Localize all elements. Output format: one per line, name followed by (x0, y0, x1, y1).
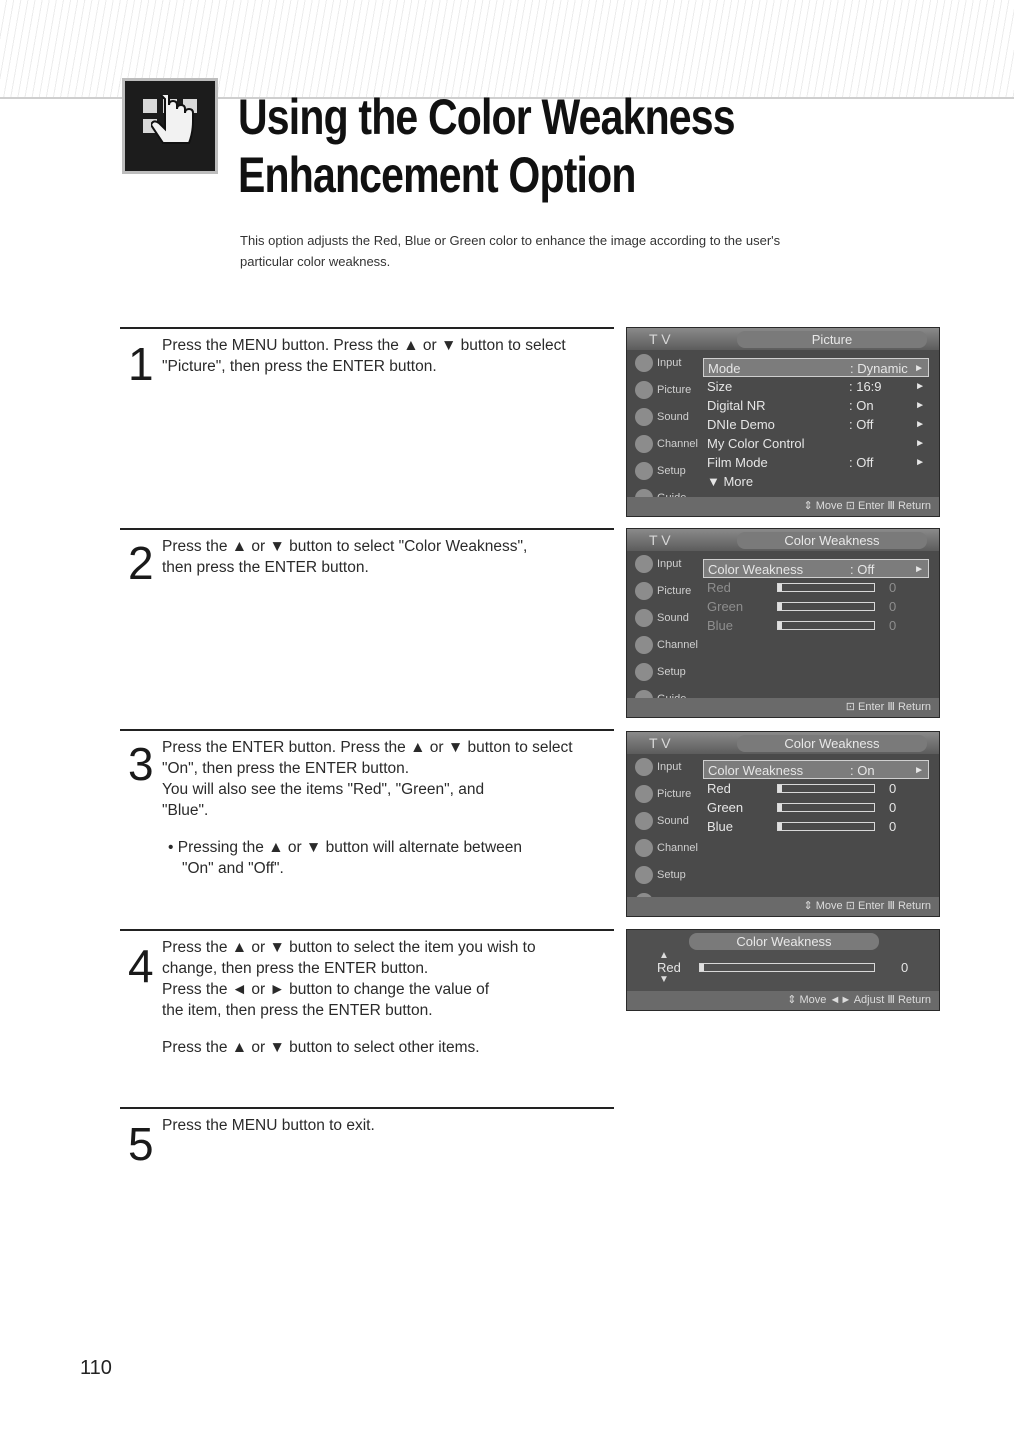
step-number: 3 (128, 738, 154, 790)
osd-side-menu: Input Picture Sound Channel Setup (627, 754, 697, 916)
osd-row-red: Red 0 (707, 781, 897, 796)
osd-footer: ⇕ Move ◄► Adjust Ⅲ Return (627, 991, 939, 1010)
bullet-note: • Pressing the ▲ or ▼ button will alternate between (168, 839, 523, 856)
osd-side-menu: Input Picture Sound Channel Setup (627, 350, 697, 512)
osd-row: ▼ More (707, 474, 754, 489)
step-number: 5 (128, 1118, 154, 1170)
osd-row: Size : 16:9 ► (707, 379, 925, 394)
step-rule (120, 327, 614, 329)
osd-footer: ⇕ Move ⊡ Enter Ⅲ Return (627, 897, 939, 916)
step-text: Press the MENU button to exit. (162, 1117, 375, 1134)
intro-text: This option adjusts the Red, Blue or Green color to enhance the image according to the user's particular color weakness. (240, 233, 781, 269)
osd-side-menu: Input Picture Sound Channel Setup (627, 551, 697, 713)
osd-screen-color-weakness-on: T V Color Weakness Input Picture Sound Channel Setup Color Weakness : On ► Red 0 Green 0 Blue 0 ⇕ Move ⊡ Enter Ⅲ Return (626, 731, 940, 917)
page-number: 110 (80, 1357, 112, 1379)
step-number: 2 (128, 537, 154, 589)
osd-screen-red-adjust: Color Weakness ▲ Red 0 ▼ ⇕ Move ◄► Adjust Ⅲ Return (626, 929, 940, 1011)
step-rule (120, 929, 614, 931)
step-text: Press the MENU button. Press the ▲ or ▼ button to select "Picture", then press the ENTER button. (162, 337, 566, 375)
title-line-2: Enhancement Option (238, 147, 636, 203)
osd-footer: ⇕ Move ⊡ Enter Ⅲ Return (627, 497, 939, 516)
step-rule (120, 729, 614, 731)
step-number: 4 (128, 940, 154, 992)
step-number: 1 (128, 338, 154, 390)
step-text: Press the ▲ or ▼ button to select the item you wish to change, then press the ENTER button. Press the ◄ or ► button to change the value of the item, then press the ENTER button. Press the ▲ or ▼ button to select other items. (162, 937, 614, 1058)
osd-row-blue: Blue 0 (707, 819, 897, 834)
title-line-1: Using the Color Weakness (238, 89, 735, 145)
page-title (238, 88, 812, 204)
step-extra-text: Press the ▲ or ▼ button to select other items. (162, 1039, 480, 1056)
osd-row-mode: Mode : Dynamic ► (703, 358, 929, 377)
osd-slider-red: Red 0 (657, 960, 909, 975)
osd-screen-picture: T V Picture Input Picture Sound Channel Setup Mode : Dynamic ► Size : 16:9 ► Digital NR : On ► DNIe Demo : Off ► My Color Control ► Film Mode : Off ► ▼ More ⇕ Move ⊡ Enter Ⅲ Return (626, 327, 940, 517)
step-text: Press the ▲ or ▼ button to select "Color Weakness", then press the ENTER button. (162, 538, 528, 576)
osd-row: Digital NR : On ► (707, 398, 925, 413)
step-rule (120, 1107, 614, 1109)
osd-row-color-weakness: Color Weakness : On ► (703, 760, 929, 779)
osd-row-green: Green 0 (707, 800, 897, 815)
osd-row: Film Mode : Off ► (707, 455, 925, 470)
osd-screen-color-weakness-off: T V Color Weakness Input Picture Sound Channel Setup Color Weakness : Off ► Red 0 Green 0 Blue 0 ⊡ Enter Ⅲ Return (626, 528, 940, 718)
osd-row-blue: Blue 0 (707, 618, 897, 633)
up-arrow-icon: ▲ (659, 950, 669, 961)
down-arrow-icon: ▼ (659, 974, 669, 985)
osd-row: My Color Control ► (707, 436, 925, 451)
step-rule (120, 528, 614, 530)
osd-row-red: Red 0 (707, 580, 897, 595)
osd-footer: ⊡ Enter Ⅲ Return (627, 698, 939, 717)
osd-row-color-weakness: Color Weakness : Off ► (703, 559, 929, 578)
osd-row: DNIe Demo : Off ► (707, 417, 925, 432)
osd-row-green: Green 0 (707, 599, 897, 614)
step-text: Press the ENTER button. Press the ▲ or ▼ button to select "On", then press the ENTER button. You will also see the items "Red", "Green", and "Blue". • Pressing the ▲ or ▼ button will alternate between "On" and "Off". (162, 737, 614, 879)
hand-press-icon (122, 78, 218, 174)
